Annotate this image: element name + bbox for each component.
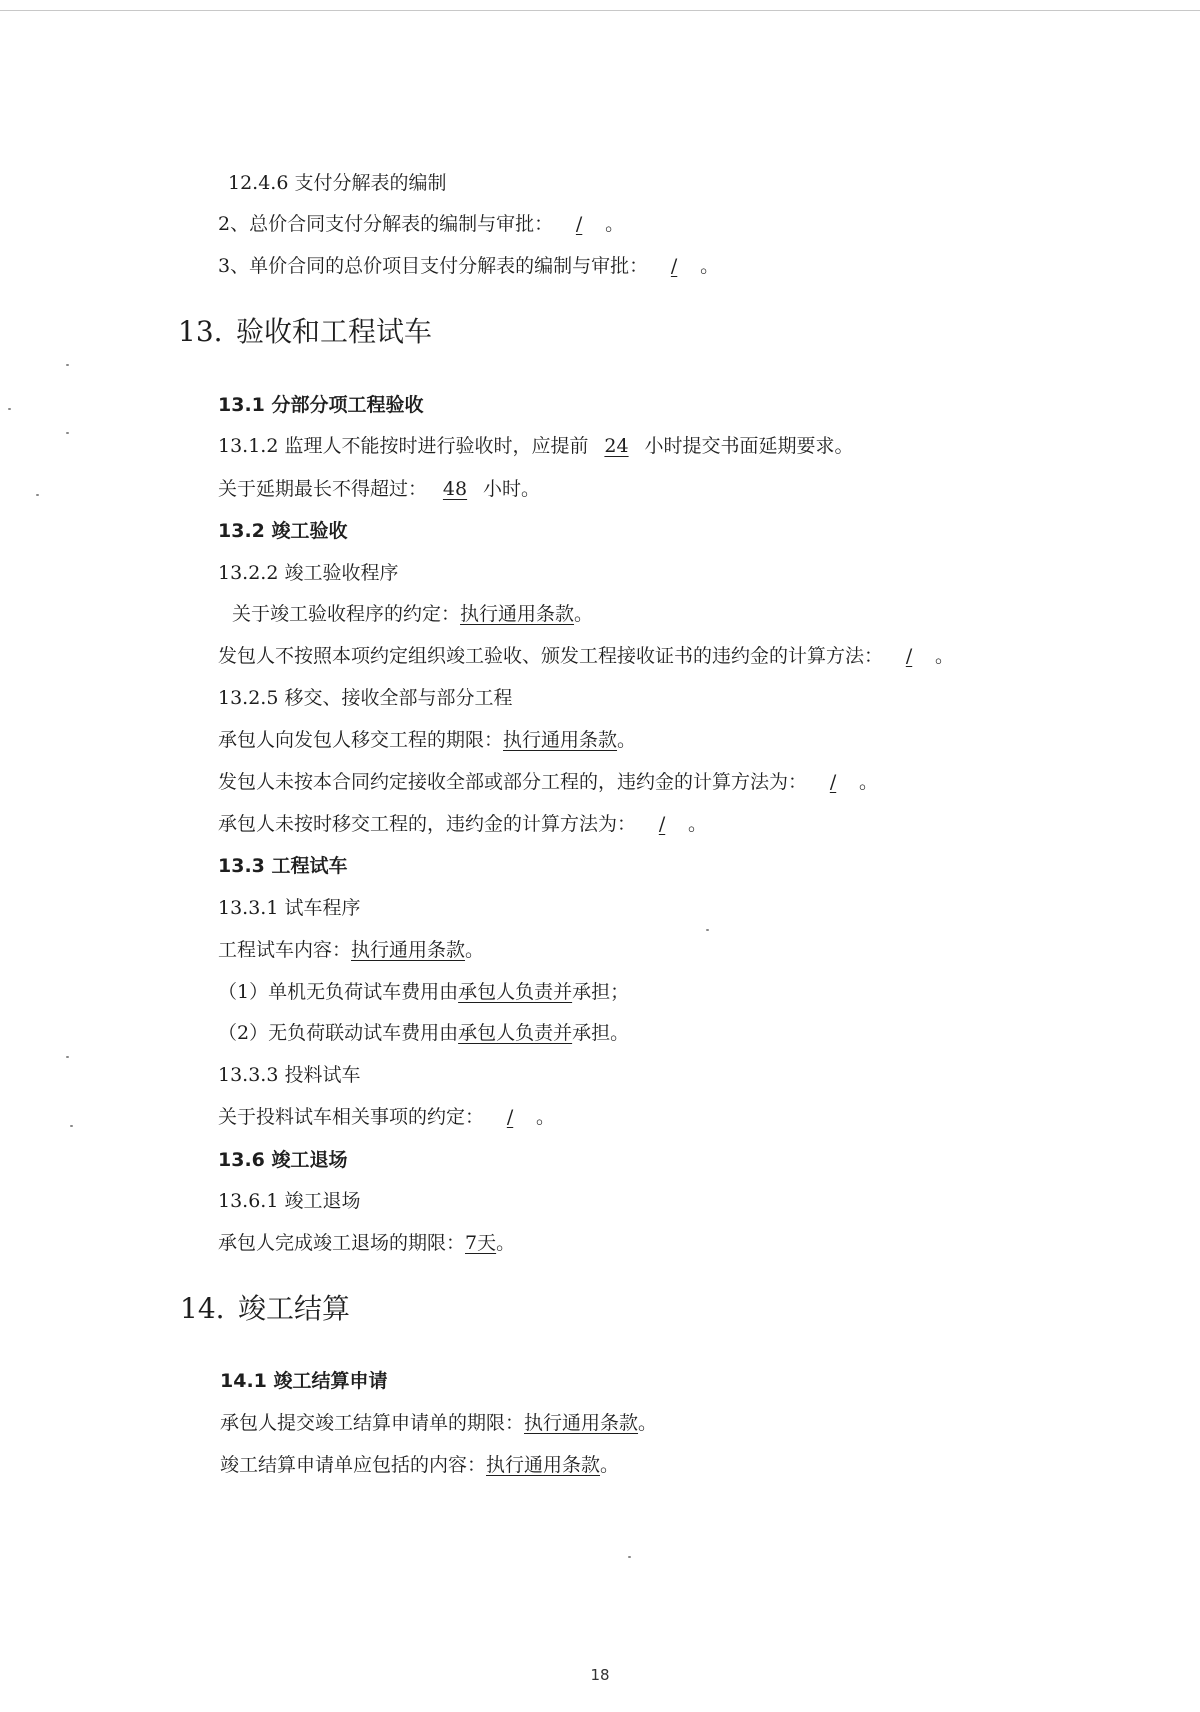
clause-settlement-deadline bbox=[220, 1410, 657, 1436]
clause-end: 。 bbox=[617, 729, 637, 751]
clause-trial-content bbox=[218, 937, 484, 963]
clause-text: 承包人未按时移交工程的，违约金的计算方法为： bbox=[218, 813, 637, 835]
clause-delay-limit bbox=[218, 476, 540, 502]
subheading-13-6: 13.6 竣工退场 bbox=[218, 1149, 348, 1171]
blank-field: 24 bbox=[604, 435, 629, 457]
clause-penalty-employer-acceptance bbox=[218, 643, 954, 669]
clause-text: 承包人向发包人移交工程的期限： bbox=[218, 729, 504, 751]
subheading-13-2: 13.2 竣工验收 bbox=[218, 520, 348, 542]
top-scan-edge bbox=[0, 10, 1200, 11]
clause-handover-period bbox=[218, 727, 636, 753]
clause-end: 。 bbox=[935, 645, 955, 667]
clause-text: 发包人不按照本项约定组织竣工验收、颁发工程接收证书的违约金的计算方法： bbox=[218, 645, 884, 667]
clause-end: 。 bbox=[700, 255, 720, 277]
clause-end: 。 bbox=[859, 771, 879, 793]
clause-end: 。 bbox=[536, 1106, 556, 1128]
clause-site-exit-period bbox=[218, 1230, 515, 1256]
scan-speck bbox=[66, 432, 69, 434]
scan-speck bbox=[66, 1056, 69, 1058]
clause-12-4-6-item-2 bbox=[218, 211, 624, 237]
clause-end: 。 bbox=[688, 813, 708, 835]
blank-field: 执行通用条款 bbox=[503, 729, 618, 751]
clause-feed-trial bbox=[218, 1104, 555, 1130]
clause-settlement-content bbox=[220, 1452, 619, 1478]
section-heading-13 bbox=[178, 314, 432, 350]
scan-speck bbox=[70, 1125, 73, 1127]
clause-trial-item-1 bbox=[218, 979, 629, 1005]
clause-end: 承担； bbox=[572, 981, 630, 1003]
clause-13-1-2 bbox=[218, 433, 854, 459]
clause-end: 。 bbox=[605, 213, 625, 235]
scan-speck bbox=[66, 364, 69, 366]
clause-text: 承包人提交竣工结算申请单的期限： bbox=[220, 1412, 525, 1434]
clause-text: 2、总价合同支付分解表的编制与审批： bbox=[218, 213, 554, 235]
blank-field: 48 bbox=[442, 478, 468, 500]
clause-end: 。 bbox=[574, 603, 594, 625]
blank-field: 执行通用条款 bbox=[460, 603, 575, 625]
clause-text: 关于竣工验收程序的约定： bbox=[232, 603, 461, 625]
clause-13-3-1: 13.3.1 试车程序 bbox=[218, 897, 361, 919]
section-title: 验收和工程试车 bbox=[236, 315, 433, 348]
clause-13-2-2: 13.2.2 竣工验收程序 bbox=[218, 562, 399, 584]
clause-text: 工程试车内容： bbox=[218, 939, 352, 961]
clause-text: 承包人完成竣工退场的期限： bbox=[218, 1232, 466, 1254]
clause-end: 小时提交书面延期要求。 bbox=[644, 435, 854, 457]
clause-text: 关于投料试车相关事项的约定： bbox=[218, 1106, 485, 1128]
clause-end: 。 bbox=[465, 939, 485, 961]
clause-text: 3、单价合同的总价项目支付分解表的编制与审批： bbox=[218, 255, 649, 277]
blank-field: / bbox=[829, 771, 837, 793]
clause-text: 13.1.2 监理人不能按时进行验收时，应提前 bbox=[218, 435, 589, 457]
blank-field: / bbox=[670, 255, 678, 277]
scan-speck bbox=[706, 929, 709, 931]
section-number: 14. bbox=[180, 1292, 225, 1325]
blank-field: / bbox=[506, 1106, 514, 1128]
clause-13-6-1: 13.6.1 竣工退场 bbox=[218, 1190, 361, 1212]
clause-penalty-contractor-handover bbox=[218, 811, 707, 837]
blank-field: 执行通用条款 bbox=[486, 1454, 601, 1476]
scan-speck bbox=[8, 408, 11, 410]
clause-acceptance-procedure bbox=[232, 601, 593, 627]
blank-field: 7天 bbox=[465, 1232, 497, 1254]
blank-field: / bbox=[905, 645, 913, 667]
subheading-13-1: 13.1 分部分项工程验收 bbox=[218, 394, 424, 416]
clause-end: 。 bbox=[600, 1454, 620, 1476]
blank-field: / bbox=[575, 213, 583, 235]
section-title: 竣工结算 bbox=[238, 1292, 351, 1325]
clause-penalty-employer-takeover bbox=[218, 769, 878, 795]
clause-12-4-6 bbox=[228, 170, 446, 196]
blank-field: 承包人负责并 bbox=[458, 981, 573, 1003]
clause-trial-item-2 bbox=[218, 1020, 629, 1046]
blank-field: 执行通用条款 bbox=[351, 939, 466, 961]
blank-field: / bbox=[658, 813, 666, 835]
subheading-13-3: 13.3 工程试车 bbox=[218, 855, 348, 877]
clause-end: 。 bbox=[496, 1232, 516, 1254]
section-heading-14 bbox=[180, 1291, 350, 1327]
clause-13-2-5: 13.2.5 移交、接收全部与部分工程 bbox=[218, 687, 513, 709]
scan-speck bbox=[36, 494, 39, 496]
clause-12-4-6-item-3 bbox=[218, 253, 719, 279]
clause-text: 竣工结算申请单应包括的内容： bbox=[220, 1454, 487, 1476]
clause-text: 12.4.6 支付分解表的编制 bbox=[228, 172, 447, 194]
clause-end: 。 bbox=[638, 1412, 658, 1434]
blank-field: 承包人负责并 bbox=[458, 1022, 573, 1044]
blank-field: 执行通用条款 bbox=[524, 1412, 639, 1434]
page-number: 18 bbox=[590, 1666, 610, 1684]
clause-text: 发包人未按本合同约定接收全部或部分工程的，违约金的计算方法为： bbox=[218, 771, 808, 793]
section-number: 13. bbox=[178, 315, 223, 348]
scan-speck bbox=[628, 1556, 631, 1558]
clause-end: 小时。 bbox=[483, 478, 541, 500]
clause-text: 关于延期最长不得超过： bbox=[218, 478, 428, 500]
subheading-14-1: 14.1 竣工结算申请 bbox=[220, 1370, 388, 1392]
clause-text: （2）无负荷联动试车费用由 bbox=[218, 1022, 459, 1044]
clause-end: 承担。 bbox=[572, 1022, 630, 1044]
clause-text: （1）单机无负荷试车费用由 bbox=[218, 981, 459, 1003]
clause-13-3-3: 13.3.3 投料试车 bbox=[218, 1064, 361, 1086]
